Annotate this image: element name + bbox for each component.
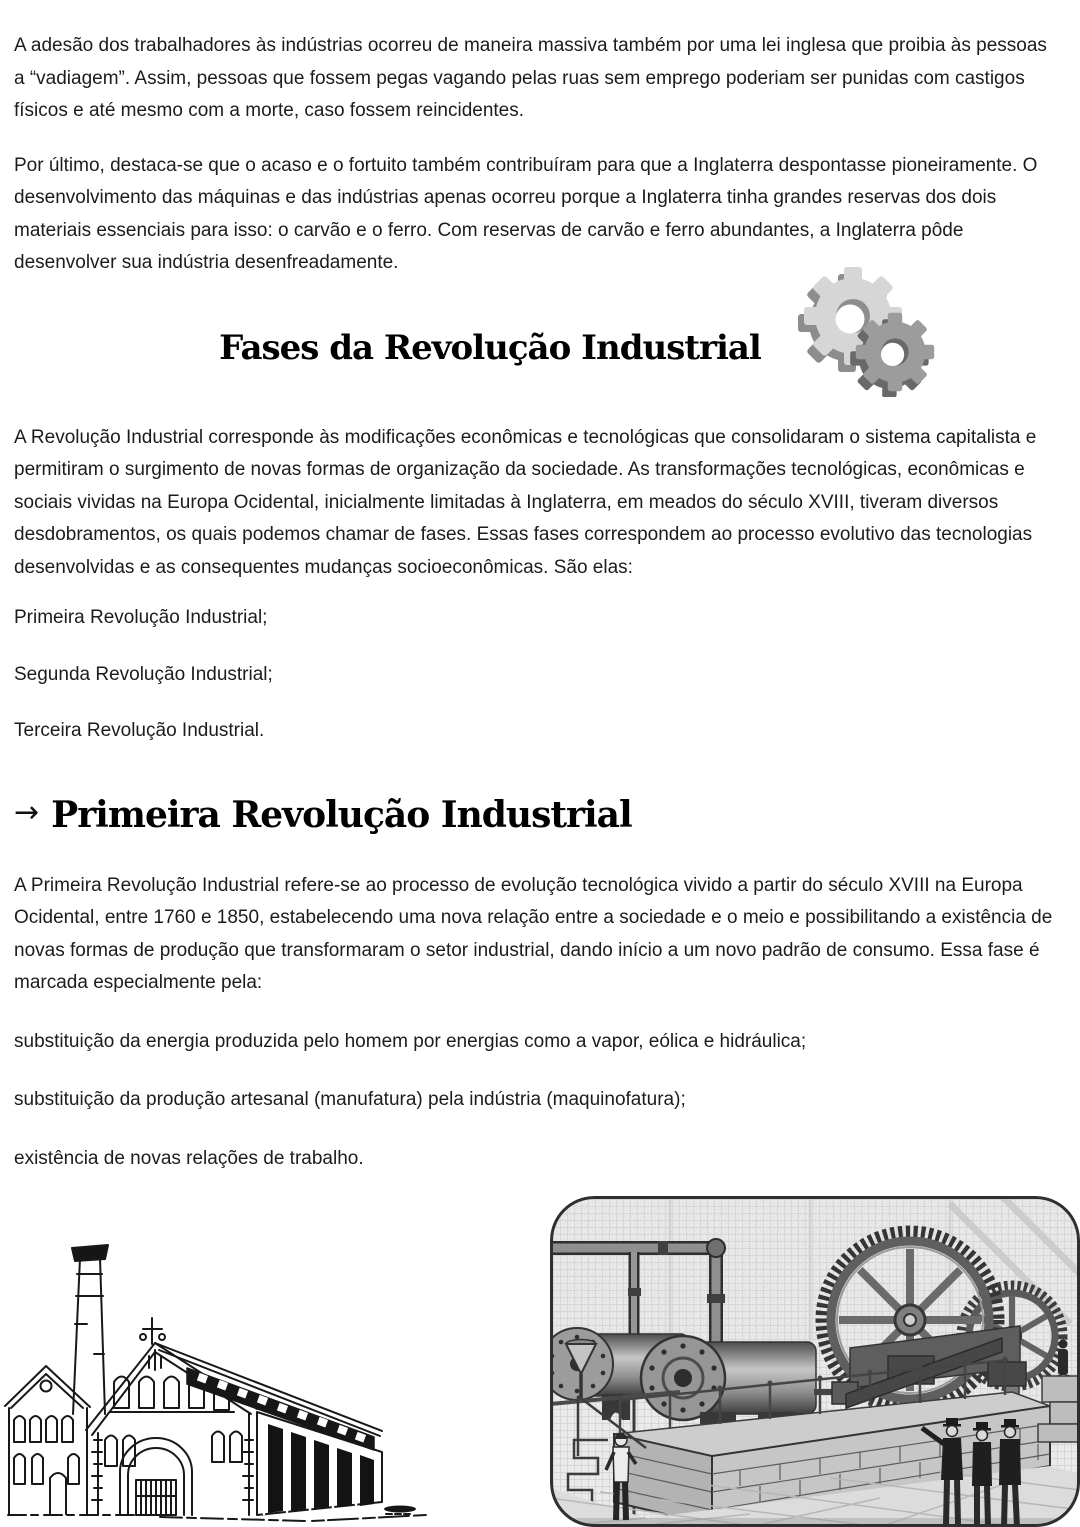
phase-item-2: Segunda Revolução Industrial; <box>14 663 273 685</box>
section-primeira-title <box>14 790 1060 840</box>
steam-engine-illustration <box>550 1196 1080 1527</box>
paragraph-primeira-intro: A Primeira Revolução Industrial refere-se ao processo de evolução tecnológica vivido a partir do século XVIII na Europa Ocidental, entre 1760 e 1850, estabelecendo uma nova relação entre a sociedade e o meio e possibilitando a existência de novas formas de produção que transformaram o setor industrial, dando início a um novo padrão de consumo. Essa fase é marcada especialmente pela: <box>14 874 1053 993</box>
primeira-item-1: substituição da energia produzida pelo homem por energias como a vapor, eólica e hidráulica; <box>14 1030 807 1052</box>
section-primeira-title-text: Primeira Revolução Industrial <box>51 793 632 836</box>
factory-illustration <box>2 1244 434 1522</box>
paragraph-coal-iron: Por último, destaca-se que o acaso e o fortuito também contribuíram para que a Inglaterra despontasse pioneiramente. O desenvolvimento das máquinas e das indústrias apenas ocorreu porque a Inglaterra tinha grandes reservas dos dois materiais essenciais para isso: o carvão e o ferro. Com reservas de carvão e ferro abundantes, a Inglaterra pôde desenvolver sua indústria desenfreadamente. <box>14 154 1038 273</box>
factory-chimney <box>72 1245 108 1414</box>
paragraph-fases-intro: A Revolução Industrial corresponde às modificações econômicas e tecnológicas que consolidaram o sistema capitalista e permitiram o surgimento de novas formas de organização da sociedade. As transformações tecnológicas, econômicas e sociais vividas na Europa Ocidental, inicialmente limitadas à Inglaterra, em meados do século XVIII, tiveram diversos desdobramentos, os quais podemos chamar de fases. Essas fases correspondem ao processo evolutivo das tecnologias desenvolvidas e as consequentes mudanças socioeconômicas. São elas: <box>14 426 1037 578</box>
section-fases-title: Fases da Revolução Industrial <box>219 327 761 368</box>
primeira-item-3: existência de novas relações de trabalho. <box>14 1147 364 1169</box>
paragraph-vagrancy-law: A adesão dos trabalhadores às indústrias ocorreu de maneira massiva também por uma lei inglesa que proibia às pessoas a “vadiagem”. Assim, pessoas que fossem pegas vagando pelas ruas sem emprego poderiam ser punidas com castigos físicos e até mesmo com a morte, caso fossem reincidentes. <box>14 35 1047 121</box>
phase-item-3: Terceira Revolução Industrial. <box>14 720 265 741</box>
primeira-item-2: substituição da produção artesanal (manufatura) pela indústria (maquinofatura); <box>14 1089 686 1110</box>
front-drum <box>641 1336 816 1420</box>
gears-icon <box>791 262 941 397</box>
arrow-icon: → <box>14 794 40 830</box>
phase-item-1: Primeira Revolução Industrial; <box>14 607 268 628</box>
